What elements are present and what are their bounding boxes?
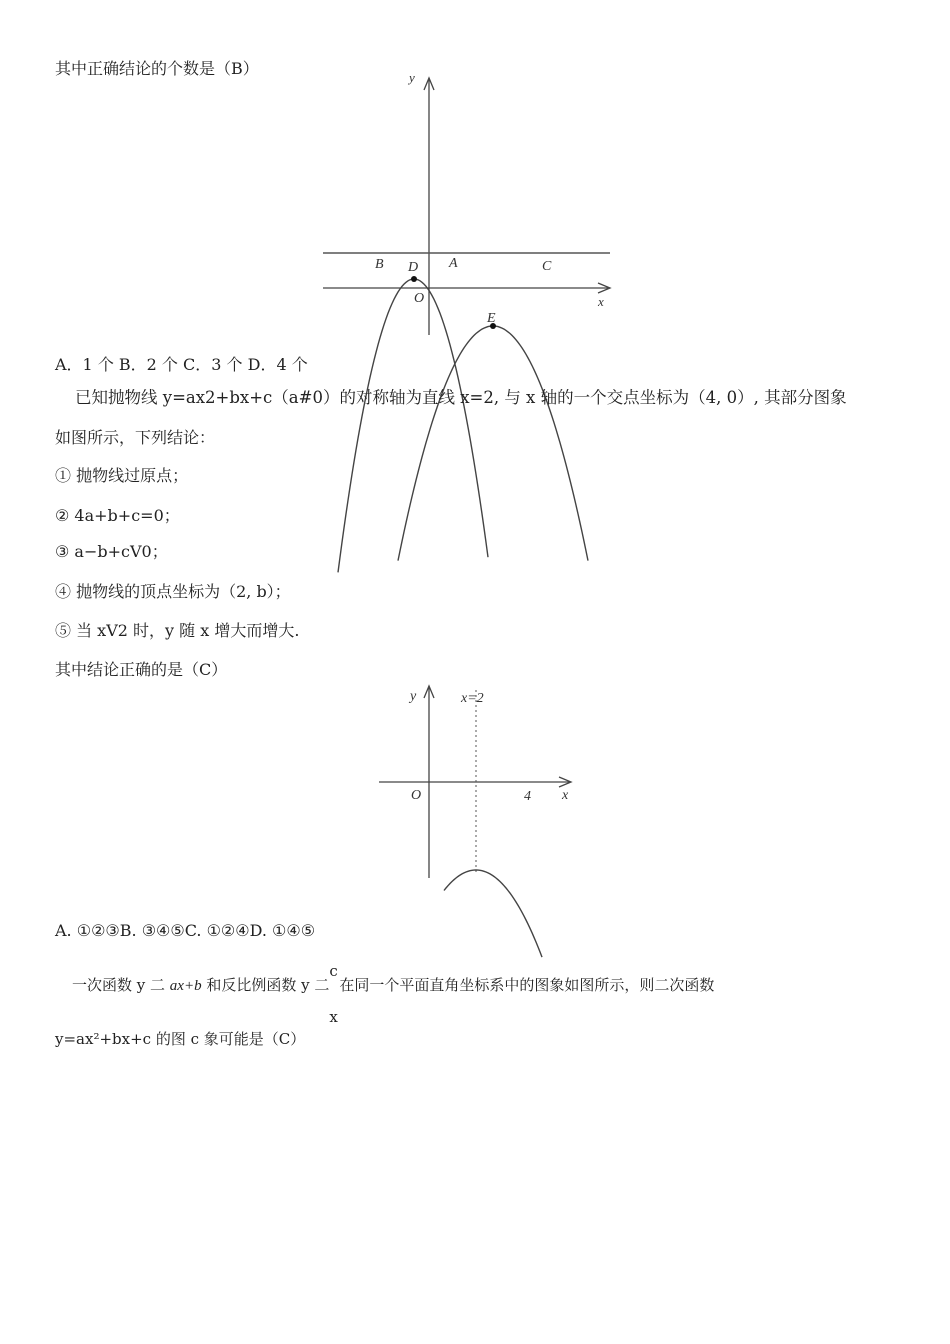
- q1-label-a: A: [449, 256, 458, 271]
- q1-label-e: E: [487, 311, 496, 326]
- q1-label-d: D: [408, 260, 419, 275]
- q3-stem-line2: y=ax²+bx+c 的图 c 象可能是（C）: [55, 1030, 306, 1048]
- q3-expression: ax+b: [169, 978, 202, 994]
- q2-stem-line2: 如图所示，下列结论：: [55, 428, 216, 447]
- q3-fraction-numerator: c: [329, 962, 338, 980]
- q2-parabola: [444, 870, 542, 957]
- q1-label-y: y: [409, 70, 415, 85]
- q2-label-4: 4: [524, 789, 531, 804]
- q2-options: A. ①②③B. ③④⑤C. ①②④D. ①④⑤: [55, 921, 316, 940]
- q3-fraction-denominator: x: [329, 1008, 338, 1026]
- q1-label-c: C: [542, 259, 552, 274]
- q1-answer-line: 其中正确结论的个数是（B）: [55, 59, 259, 78]
- q2-label-y: y: [410, 689, 417, 704]
- q1-parabola-left: [338, 279, 488, 572]
- q2-label-x: x: [562, 788, 569, 803]
- q3-part2: 和反比例函数 y 二: [201, 976, 330, 994]
- q1-label-x: x: [598, 294, 604, 309]
- q1-parabola-right: [398, 326, 588, 561]
- q3-part1: 一次函数 y 二: [72, 976, 166, 994]
- q2-conclusion: 其中结论正确的是（C）: [55, 660, 228, 679]
- q2-label-x-equals-2: x=2: [461, 691, 484, 706]
- q2-item-5: ⑤ 当 xV2 时，y 随 x 增大而增大.: [55, 621, 300, 640]
- q2-item-1: ① 抛物线过原点；: [55, 466, 189, 485]
- q1-figure: [318, 70, 618, 340]
- q1-label-o: O: [414, 291, 425, 306]
- q2-item-4: ④ 抛物线的顶点坐标为（2, b）；: [55, 582, 291, 601]
- q1-vertex-d-point: [411, 276, 417, 282]
- q2-item-2: ② 4a+b+c=0；: [55, 506, 180, 525]
- q2-item-3: ③ a−b+cV0；: [55, 542, 168, 561]
- q1-label-b: B: [375, 257, 384, 272]
- q3-stem-line1: [72, 962, 715, 1026]
- q2-label-o: O: [411, 788, 422, 803]
- q2-stem-line1: 已知抛物线 y=ax2+bx+c（a#0）的对称轴为直线 x=2, 与 x 轴的一个交点坐标为（4, 0）, 其部分图象: [75, 388, 847, 407]
- q1-options: A．1 个 B．2 个 C．3 个 D．4 个: [55, 355, 308, 374]
- q2-figure: [374, 682, 584, 887]
- q3-part3: 在同一个平面直角坐标系中的图象如图所示，则二次函数: [339, 976, 715, 994]
